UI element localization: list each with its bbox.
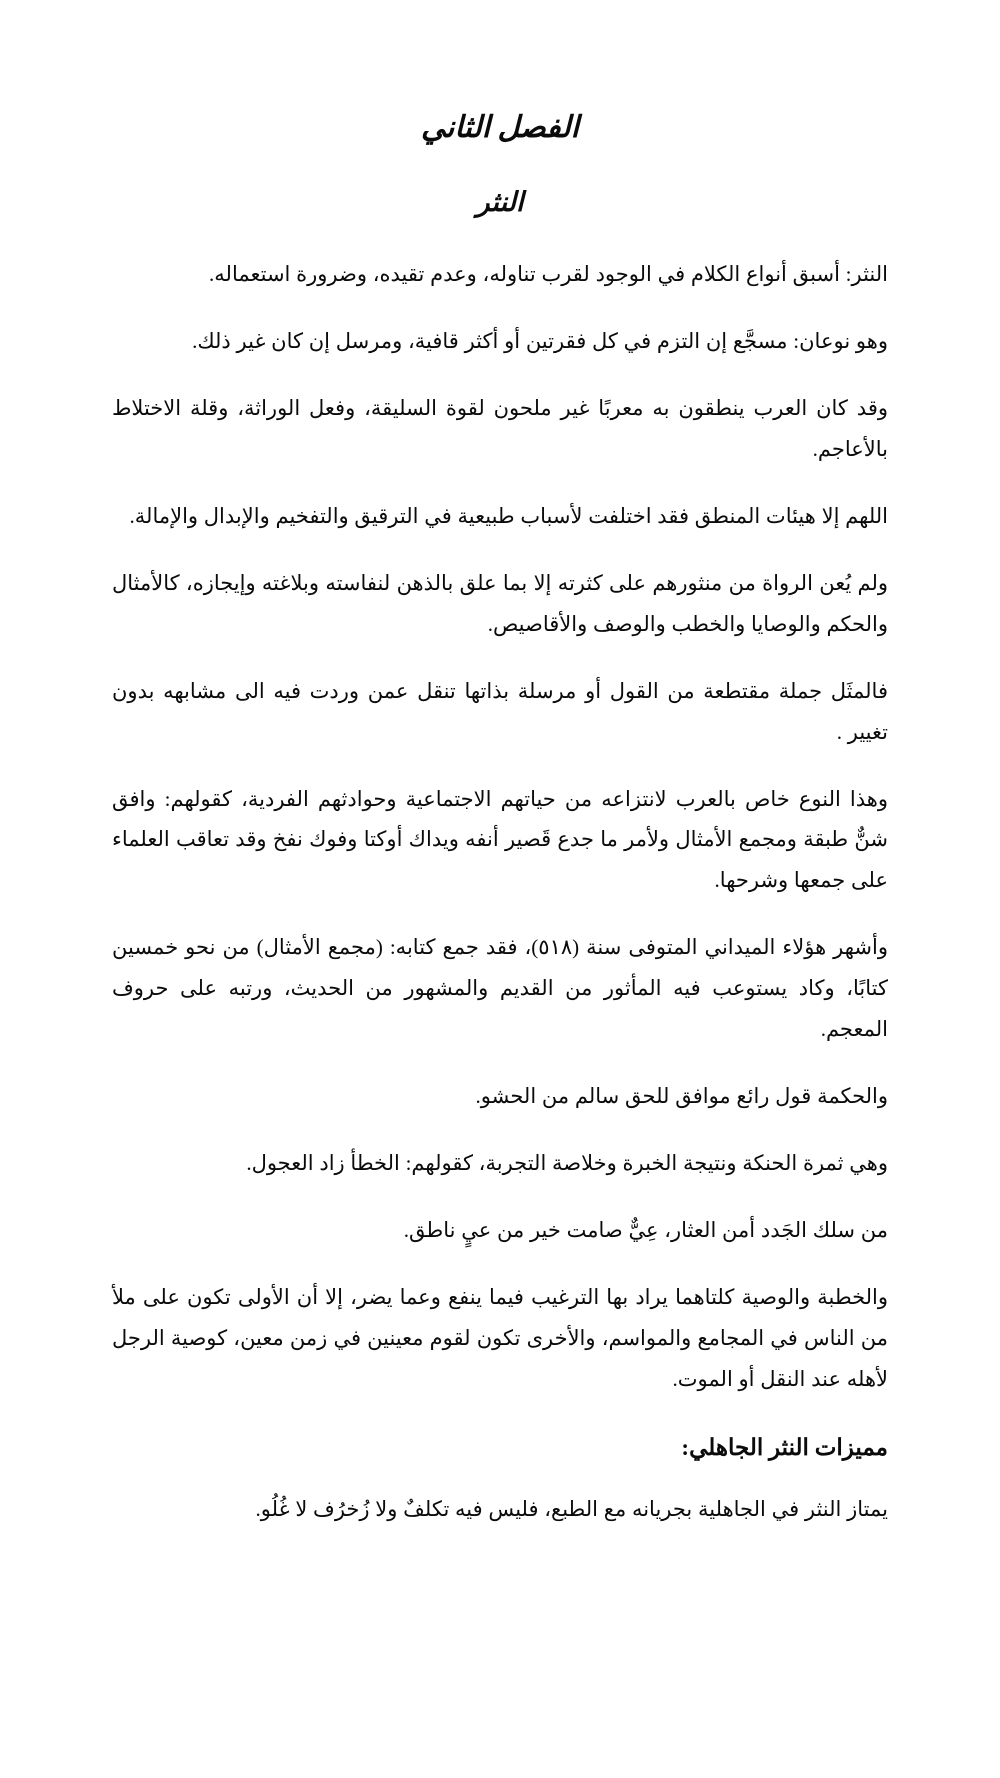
- paragraph: وقد كان العرب ينطقون به معربًا غير ملحون لقوة السليقة، وفعل الوراثة، وقلة الاختلاط بالأعاجم.: [112, 395, 888, 461]
- paragraph: النثر: أسبق أنواع الكلام في الوجود لقرب تناوله، وعدم تقيده، وضرورة استعماله.: [209, 262, 888, 287]
- document-body: [112, 220, 888, 1529]
- paragraph: والخطبة والوصية كلتاهما يراد بها الترغيب فيما ينفع وعما يضر، إلا أن الأولى تكون على ملأ من الناس في المجامع والمواسم، والأخرى تكون لقوم معينين في زمن معين، كوصية الرجل لأهله عند النقل أو الموت.: [112, 1284, 888, 1391]
- paragraph: ولم يُعن الرواة من منثورهم على كثرته إلا بما علق بالذهن لنفاسته وبلاغته وإيجازه، كالأمثال والحكم والوصايا والخطب والوصف والأقاصيص.: [112, 570, 889, 636]
- closing-paragraph: يمتاز النثر في الجاهلية بجريانه مع الطبع، فليس فيه تكلفٌ ولا زُخرُف لا غُلُو.: [255, 1496, 888, 1521]
- paragraph: فالمثَل جملة مقتطعة من القول أو مرسلة بذاتها تنقل عمن وردت فيه الى مشابهه بدون تغيير .: [112, 678, 888, 744]
- paragraph: من سلك الجَدد أمن العثار، عِيٌّ صامت خير من عيٍ ناطق.: [403, 1218, 888, 1243]
- chapter-title: الفصل الثاني: [421, 111, 579, 144]
- section-title: النثر: [476, 187, 524, 217]
- paragraph: والحكمة قول رائع موافق للحق سالم من الحشو.: [475, 1084, 888, 1109]
- paragraph: وهي ثمرة الحنكة ونتيجة الخبرة وخلاصة التجربة، كقولهم: الخطأ زاد العجول.: [246, 1151, 888, 1176]
- paragraph: وأشهر هؤلاء الميداني المتوفى سنة (٥١٨)، فقد جمع كتابه: (مجمع الأمثال) من نحو خمسين كتابًا، وكاد يستوعب فيه المأثور من القديم والمشهور من الحديث، ورتبه على حروف المعجم.: [112, 935, 888, 1042]
- paragraph: وهذا النوع خاص بالعرب لانتزاعه من حياتهم الاجتماعية وحوادثهم الفردية، كقولهم: وافق شنٌّ طبقة ومجمع الأمثال ولأمر ما جدع قَصير أنفه ويداك أوكتا وفوك نفخ وقد تعاقب العلماء على جمعها وشرحها.: [112, 786, 888, 893]
- paragraph: اللهم إلا هيئات المنطق فقد اختلفت لأسباب طبيعية في الترقيق والتفخيم والإبدال والإمالة.: [129, 503, 888, 528]
- sub-heading: مميزات النثر الجاهلي:: [681, 1434, 888, 1460]
- paragraph: وهو نوعان: مسجَّع إن التزم في كل فقرتين أو أكثر قافية، ومرسل إن كان غير ذلك.: [192, 329, 888, 354]
